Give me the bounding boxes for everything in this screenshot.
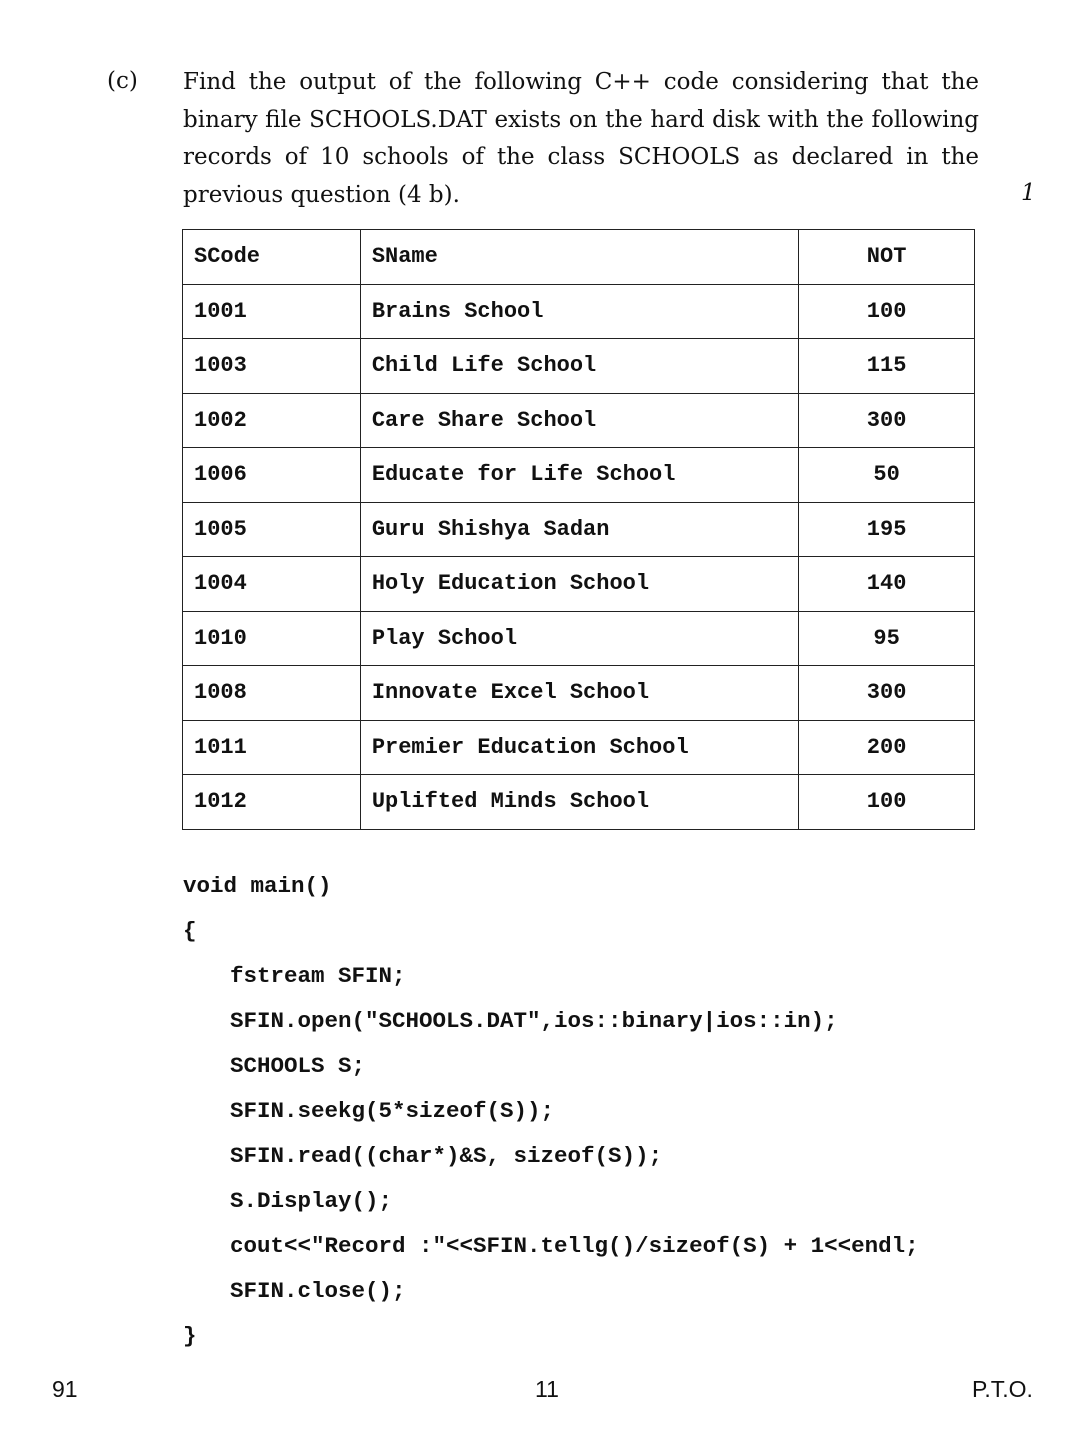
table-header-row <box>183 230 975 285</box>
cell-not: 100 <box>799 775 975 830</box>
cell-sname: Premier Education School <box>360 720 798 775</box>
code-line: fstream SFIN; <box>230 963 406 989</box>
table-row <box>183 720 975 775</box>
table-row <box>183 775 975 830</box>
cell-sname: Guru Shishya Sadan <box>360 502 798 557</box>
cell-scode: 1010 <box>183 611 361 666</box>
table-row <box>183 557 975 612</box>
table-row <box>183 611 975 666</box>
table-row <box>183 284 975 339</box>
cell-scode: 1004 <box>183 557 361 612</box>
code-line: void main() <box>183 873 332 899</box>
schools-table <box>182 229 975 830</box>
cell-not: 195 <box>799 502 975 557</box>
table-row <box>183 448 975 503</box>
table-row <box>183 339 975 394</box>
cell-scode: 1001 <box>183 284 361 339</box>
code-line: SFIN.seekg(5*sizeof(S)); <box>230 1098 555 1124</box>
cell-scode: 1002 <box>183 393 361 448</box>
cell-scode: 1005 <box>183 502 361 557</box>
cell-scode: 1003 <box>183 339 361 394</box>
table-row <box>183 393 975 448</box>
cell-sname: Educate for Life School <box>360 448 798 503</box>
code-line: { <box>183 918 197 944</box>
cell-sname: Innovate Excel School <box>360 666 798 721</box>
cell-not: 140 <box>799 557 975 612</box>
cell-sname: Care Share School <box>360 393 798 448</box>
cell-not: 115 <box>799 339 975 394</box>
code-block <box>183 868 919 1363</box>
cell-sname: Brains School <box>360 284 798 339</box>
cell-not: 50 <box>799 448 975 503</box>
code-line: } <box>183 1323 197 1349</box>
table-row <box>183 666 975 721</box>
cell-scode: 1006 <box>183 448 361 503</box>
cell-not: 200 <box>799 720 975 775</box>
code-line: SFIN.open("SCHOOLS.DAT",ios::binary|ios::in); <box>230 1008 838 1034</box>
table-body <box>183 284 975 829</box>
cell-scode: 1011 <box>183 720 361 775</box>
code-line: S.Display(); <box>230 1188 393 1214</box>
footer-code: 91 <box>52 1376 78 1402</box>
marks: 1 <box>1021 180 1036 206</box>
code-line: SCHOOLS S; <box>230 1053 366 1079</box>
header-scode: SCode <box>183 230 361 285</box>
cell-not: 300 <box>799 393 975 448</box>
cell-scode: 1008 <box>183 666 361 721</box>
code-line: SFIN.close(); <box>230 1278 406 1304</box>
header-sname: SName <box>360 230 798 285</box>
cell-not: 100 <box>799 284 975 339</box>
table-row <box>183 502 975 557</box>
cell-sname: Holy Education School <box>360 557 798 612</box>
page-number: 11 <box>535 1376 559 1402</box>
cell-scode: 1012 <box>183 775 361 830</box>
question-text: Find the output of the following C++ code considering that the binary file SCHOOLS.DAT exists on the hard disk with the following records of 10 schools of the class SCHOOLS as declared in the previous question (4 b). <box>183 69 979 208</box>
code-line: cout<<"Record :"<<SFIN.tellg()/sizeof(S) + 1<<endl; <box>230 1233 919 1259</box>
cell-sname: Child Life School <box>360 339 798 394</box>
cell-not: 300 <box>799 666 975 721</box>
cell-sname: Play School <box>360 611 798 666</box>
header-not: NOT <box>799 230 975 285</box>
pto-label: P.T.O. <box>972 1376 1033 1402</box>
question-label: (c) <box>107 68 138 94</box>
cell-not: 95 <box>799 611 975 666</box>
code-line: SFIN.read((char*)&S, sizeof(S)); <box>230 1143 663 1169</box>
cell-sname: Uplifted Minds School <box>360 775 798 830</box>
